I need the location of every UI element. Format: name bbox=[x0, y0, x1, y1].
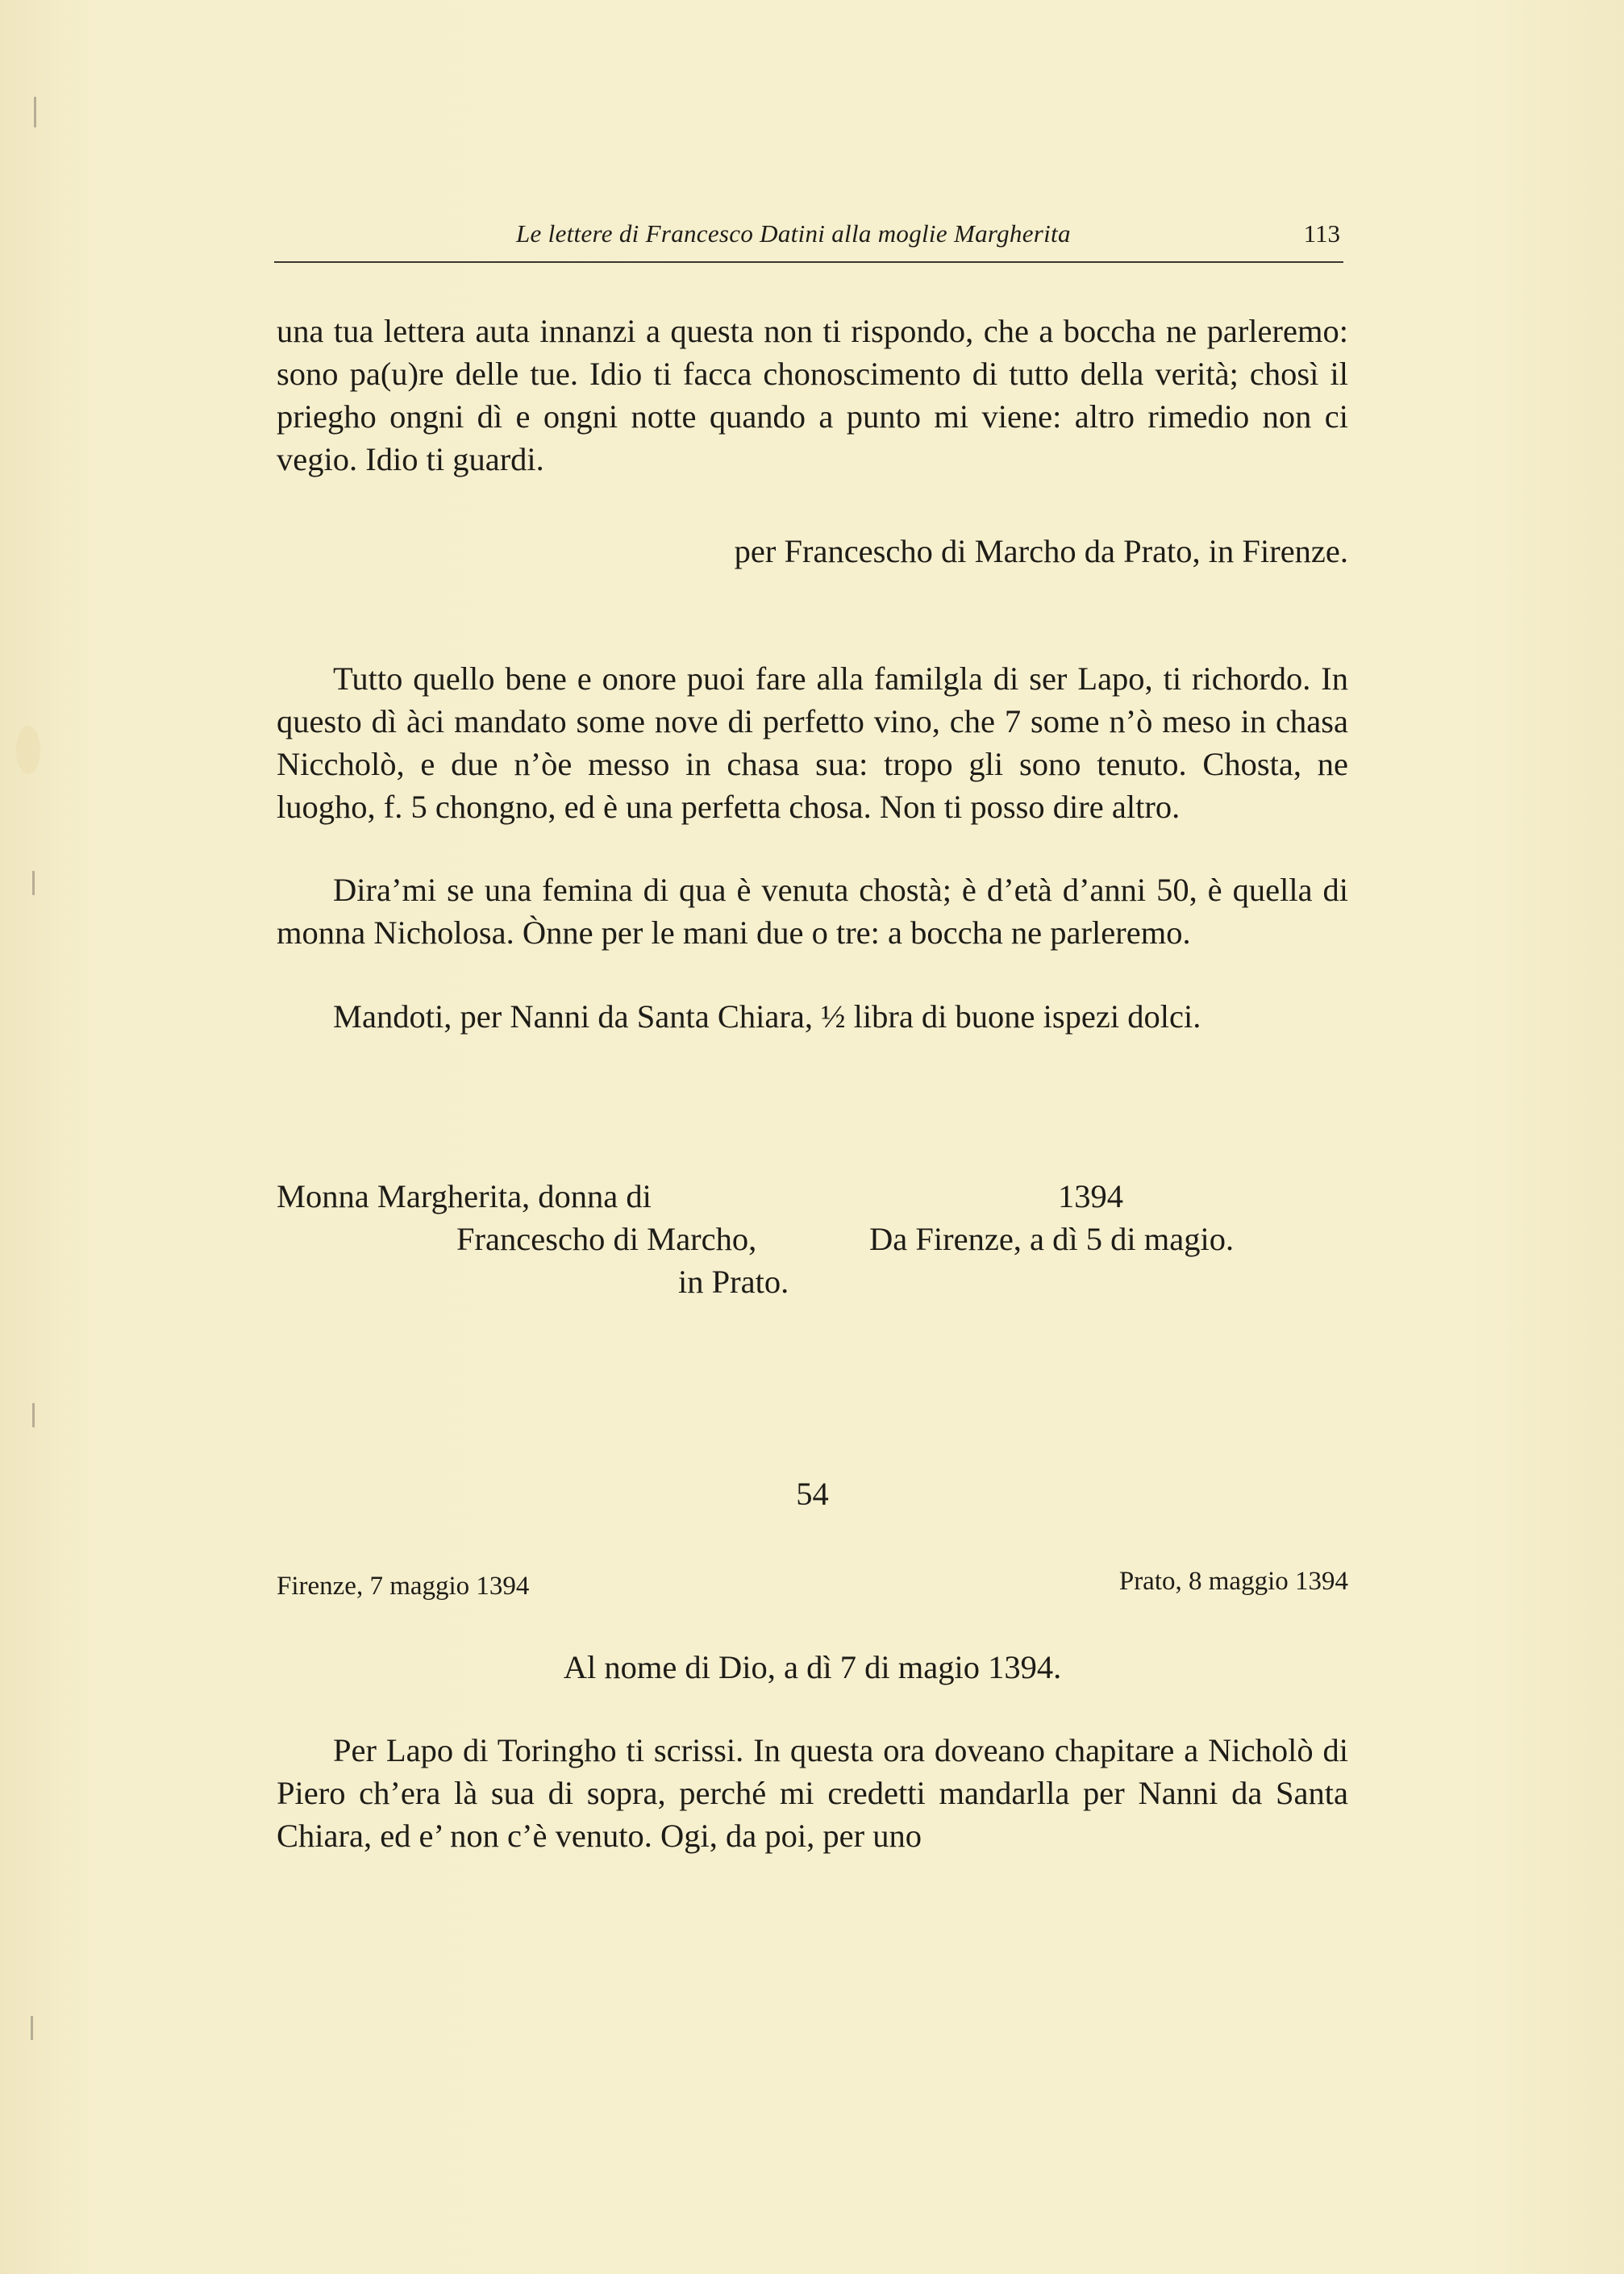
address-line-3: in Prato. bbox=[678, 1264, 789, 1300]
binding-mark bbox=[34, 97, 36, 127]
binding-mark bbox=[32, 871, 35, 895]
address-date: Da Firenze, a dì 5 di magio. bbox=[869, 1221, 1235, 1257]
address-year: 1394 bbox=[1058, 1178, 1123, 1214]
letter-heading: Al nome di Dio, a dì 7 di magio 1394. bbox=[563, 1649, 1062, 1685]
postscript-paragraph-3: Mandoti, per Nanni da Santa Chiara, ½ libra di buone ispezi dolci. bbox=[333, 998, 1201, 1035]
paper-stain bbox=[16, 726, 40, 774]
running-title: Le lettere di Francesco Datini alla moglie Margherita bbox=[516, 219, 1071, 248]
binding-mark bbox=[31, 2016, 33, 2040]
letter-signature: per Francescho di Marcho da Prato, in Firenze. bbox=[734, 533, 1348, 569]
address-line-2: Francescho di Marcho, bbox=[456, 1221, 757, 1257]
postscript-paragraph-1: Tutto quello bene e onore puoi fare alla familgla di ser Lapo, ti richordo. In questo dì àci mandato some nove di perfetto vino, che 7 some n’ò meso in chasa Nicchоlò, e due n’òe messo in chasa sua: tropo gli sono tenuto. Chosta, ne luogho, f. 5 chongno, ed è una perfetta chosa. Non ti posso dire altro. bbox=[277, 660, 1348, 825]
postscript-paragraph-2: Dira’mi se una femina di qua è venuta chostà; è d’età d’anni 50, è quella di monna Nicholosa. Ònne per le mani due o tre: a boccha ne parleremo. bbox=[277, 872, 1348, 951]
letter-body: Per Lapo di Toringho ti scrissi. In questa ora doveano chapitare a Nicholò di Piero ch’era là sua di sopra, perché mi credetti mandarlla per Nanni da Santa Chiara, ed e’ non c’è venuto. Ogi, da poi, per uno bbox=[277, 1732, 1348, 1854]
letter-destination: Prato, 8 maggio 1394 bbox=[1118, 1567, 1348, 1596]
page-number: 113 bbox=[1303, 219, 1340, 248]
running-header bbox=[274, 216, 1343, 263]
binding-mark bbox=[32, 1403, 35, 1427]
letter-closing-paragraph: una tua lettera auta innanzi a questa non ti rispondo, che a boccha ne parleremo: sono pa(u)re delle tue. Idio ti facca chonoscimento di tutto della verità; chosì il prieghо ongni dì e ongni notte quando a punto mi viene: altro rimedio non ci vegio. Idio ti guardi. bbox=[277, 313, 1348, 477]
address-line-1: Monna Margherita, donna di bbox=[277, 1178, 652, 1214]
letter-origin: Firenze, 7 maggio 1394 bbox=[277, 1572, 530, 1601]
letter-number: 54 bbox=[796, 1476, 829, 1512]
